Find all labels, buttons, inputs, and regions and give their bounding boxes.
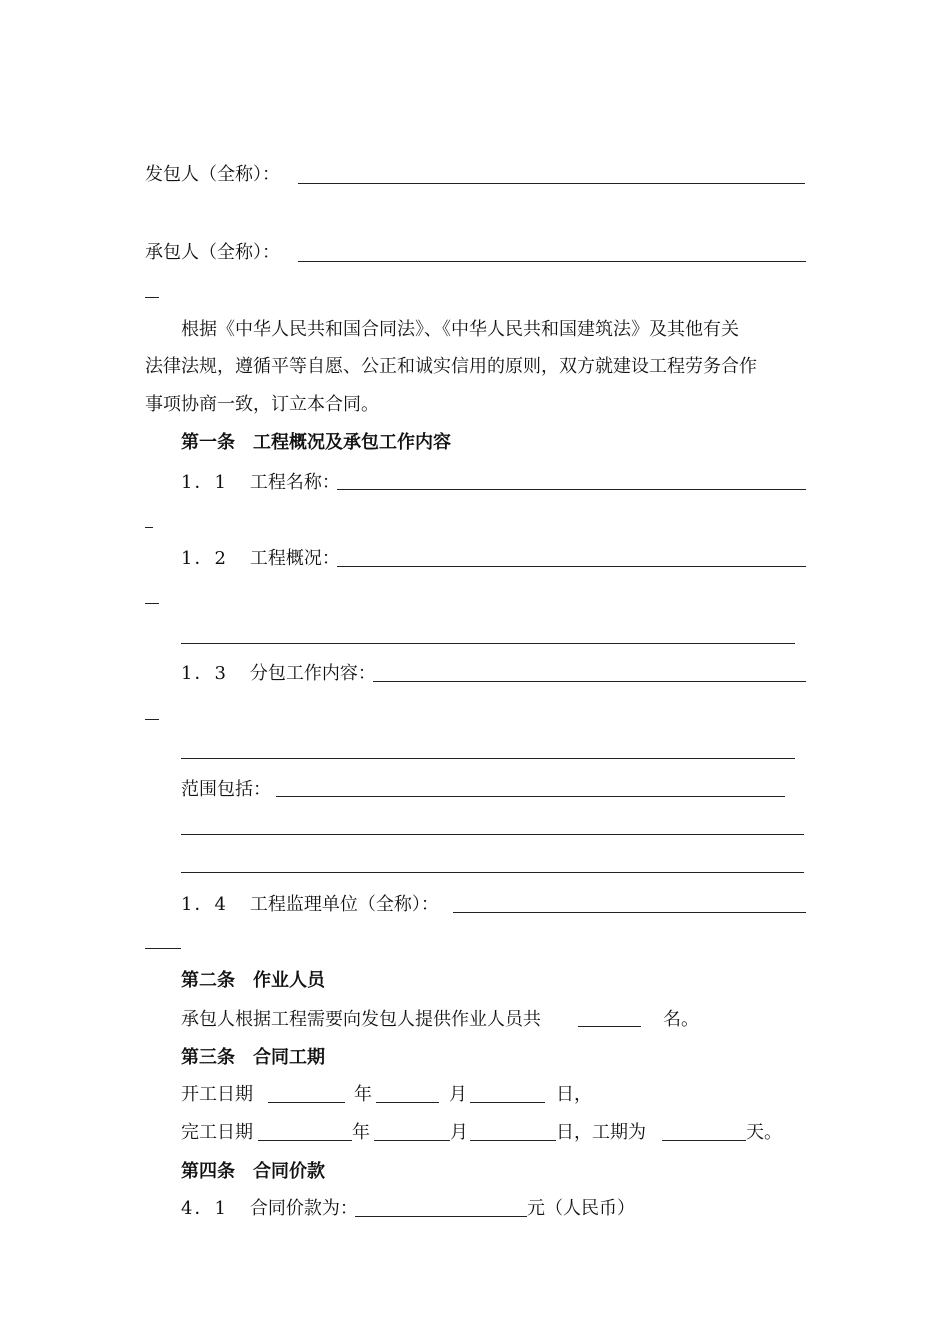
item-1-4-number: 1．4 xyxy=(181,894,228,915)
end-date-label: 完工日期 xyxy=(181,1122,253,1143)
subcontract-content-field[interactable] xyxy=(373,681,806,682)
duration-days-field[interactable] xyxy=(662,1140,746,1141)
duration-days-unit: 天。 xyxy=(746,1122,782,1143)
preamble-line-2: 法律法规，遵循平等自愿、公正和诚实信用的原则，双方就建设工程劳务合作 xyxy=(145,356,757,377)
end-month-unit: 月 xyxy=(450,1122,468,1143)
end-day-field[interactable] xyxy=(470,1140,556,1141)
start-month-field[interactable] xyxy=(376,1102,439,1103)
project-overview-field-overflow xyxy=(145,603,159,604)
scope-field[interactable] xyxy=(276,796,785,797)
item-1-2 xyxy=(181,547,340,571)
item-4-1 xyxy=(181,1197,358,1221)
preamble-line-1: 根据《中华人民共和国合同法》、《中华人民共和国建筑法》及其他有关 xyxy=(181,319,739,340)
worker-count-field[interactable] xyxy=(578,1026,641,1027)
end-year-field[interactable] xyxy=(258,1140,352,1141)
contractor-name-field-overflow xyxy=(145,297,159,298)
article-2-text-b: 名。 xyxy=(663,1009,699,1030)
article-3-title: 第三条 合同工期 xyxy=(181,1047,325,1068)
start-day-unit: 日， xyxy=(556,1084,592,1105)
contractor-label: 承包人（全称）： xyxy=(145,242,280,263)
end-month-field[interactable] xyxy=(374,1140,450,1141)
subcontract-content-field-overflow xyxy=(145,719,159,720)
item-1-2-label: 工程概况： xyxy=(249,548,340,569)
article-2-text-a: 承包人根据工程需要向发包人提供作业人员共 xyxy=(181,1009,541,1030)
item-4-1-number: 4．1 xyxy=(181,1198,228,1219)
scope-field-line-3[interactable] xyxy=(181,872,804,873)
preamble-line-3: 事项协商一致，订立本合同。 xyxy=(145,394,379,415)
article-2-text xyxy=(181,1008,541,1032)
article-4-title: 第四条 合同价款 xyxy=(181,1161,325,1182)
item-1-1 xyxy=(181,471,340,495)
scope-field-line-2[interactable] xyxy=(181,834,804,835)
project-name-field[interactable] xyxy=(337,489,806,490)
item-4-1-label: 合同价款为： xyxy=(249,1198,358,1219)
item-1-4-label: 工程监理单位（全称）： xyxy=(249,894,439,915)
item-1-3-label: 分包工作内容： xyxy=(249,663,376,684)
start-day-field[interactable] xyxy=(470,1102,545,1103)
project-overview-field[interactable] xyxy=(337,566,806,567)
start-month-unit: 月 xyxy=(449,1084,467,1105)
item-1-3 xyxy=(181,662,376,686)
article-1-title: 第一条 工程概况及承包工作内容 xyxy=(181,432,451,453)
employer-label: 发包人（全称）： xyxy=(145,164,280,185)
start-year-field[interactable] xyxy=(268,1102,345,1103)
contractor-name-field[interactable] xyxy=(298,261,806,262)
project-name-field-overflow xyxy=(145,527,153,528)
contract-price-field[interactable] xyxy=(355,1216,527,1217)
supervisor-name-field[interactable] xyxy=(453,912,806,913)
end-day-unit: 日，工期为 xyxy=(556,1122,646,1143)
item-1-2-number: 1．2 xyxy=(181,548,228,569)
contract-price-unit: 元（人民币） xyxy=(527,1198,635,1219)
project-overview-field-line-2[interactable] xyxy=(181,643,795,644)
article-2-title: 第二条 作业人员 xyxy=(181,970,325,991)
employer-name-field[interactable] xyxy=(298,183,805,184)
subcontract-content-field-line-2[interactable] xyxy=(181,758,795,759)
item-1-4 xyxy=(181,893,439,917)
start-date-label: 开工日期 xyxy=(181,1084,253,1105)
supervisor-name-field-overflow xyxy=(145,948,181,949)
scope-label: 范围包括： xyxy=(181,779,271,800)
item-1-1-label: 工程名称： xyxy=(249,472,340,493)
start-year-unit: 年 xyxy=(354,1084,372,1105)
item-1-3-number: 1．3 xyxy=(181,663,228,684)
item-1-1-number: 1．1 xyxy=(181,472,228,493)
end-year-unit: 年 xyxy=(352,1122,370,1143)
